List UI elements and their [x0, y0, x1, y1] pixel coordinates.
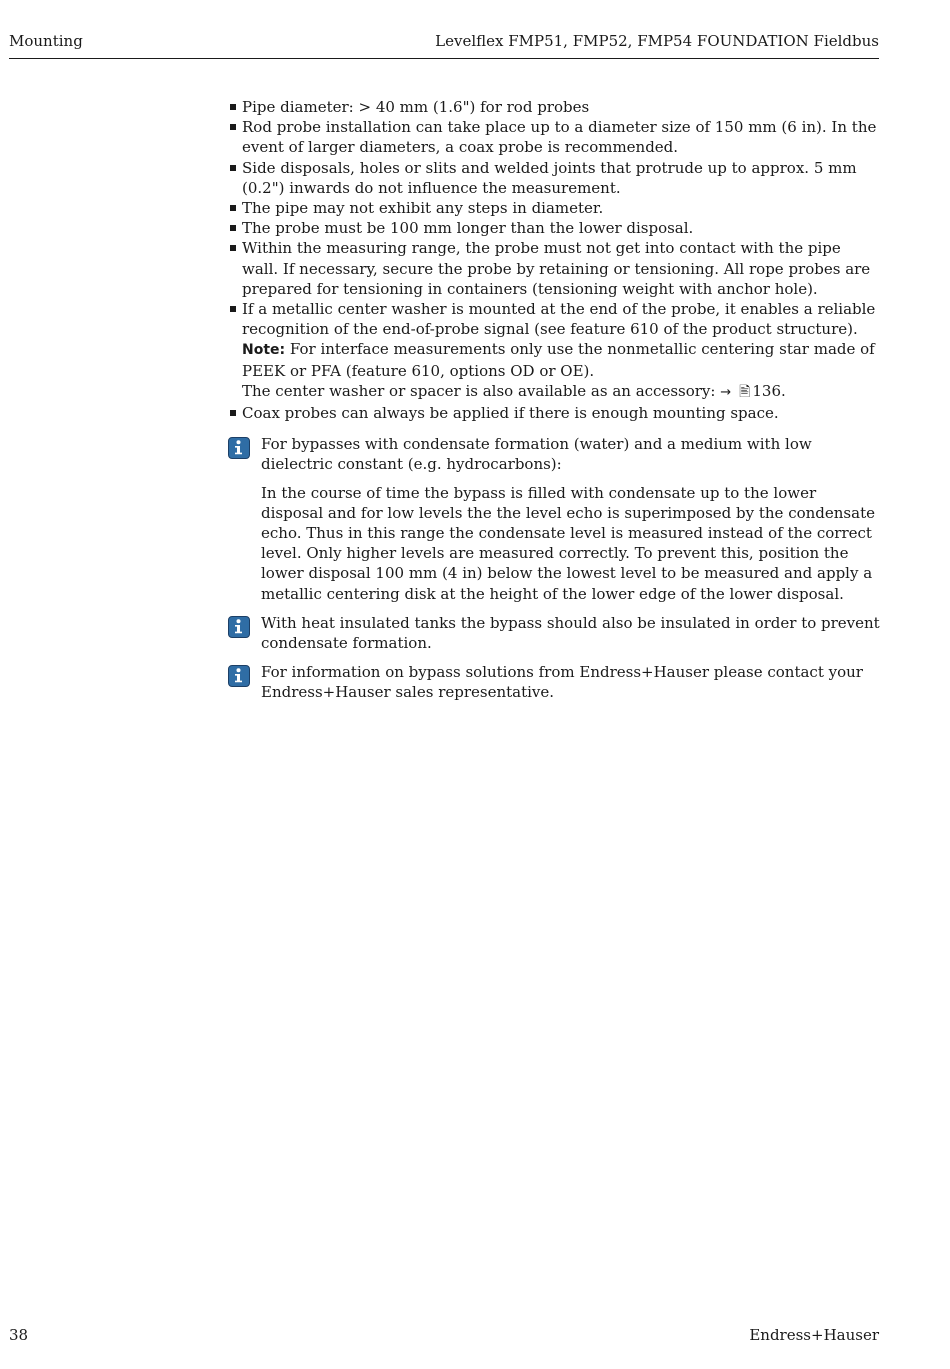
list-item: The pipe may not exhibit any steps in diameter. — [228, 198, 880, 218]
info-paragraph: In the course of time the bypass is filled with condensate up to the lower disposal and for low levels the the level echo is superimposed by the condensate echo. Thus in this range the condensate level is measured instead of the correct level. Only higher levels are measured correctly. To prevent this, position the lower disposal 100 mm (4 in) below the lowest level to be measured and apply a metallic centering disk at the height of the lower edge of the lower disposal. — [261, 483, 875, 603]
info-paragraph: For information on bypass solutions from Endress+Hauser please contact your Endress+Hauser sales representative. — [261, 663, 863, 702]
arrow-right-icon: → — [720, 384, 732, 400]
product-title: Levelflex FMP51, FMP52, FMP54 FOUNDATION Fieldbus — [435, 32, 879, 50]
page-reference-link[interactable]: 136. — [752, 381, 786, 400]
info-note — [228, 434, 880, 604]
company-name: Endress+Hauser — [749, 1326, 879, 1344]
list-item: Within the measuring range, the probe must not get into contact with the pipe wall. If necessary, secure the probe by retaining or tensioning. All rope probes are prepared for tensioning in containers (tensioning weight with anchor hole). — [228, 238, 880, 299]
bullet-icon — [230, 165, 236, 171]
bullet-icon — [230, 104, 236, 110]
list-item: Side disposals, holes or slits and welded joints that protrude up to approx. 5 mm (0.2") inwards do not influence the measurement. — [228, 158, 880, 198]
note-text: For interface measurements only use the nonmetallic centering star made of PEEK or PFA (feature 610, options OD or OE). — [242, 340, 875, 380]
bullet-icon — [230, 225, 236, 231]
section-title: Mounting — [9, 32, 83, 50]
bullet-icon — [230, 205, 236, 211]
main-content — [228, 97, 880, 703]
list-item: Coax probes can always be applied if there is enough mounting space. — [228, 403, 880, 423]
info-paragraph: For bypasses with condensate formation (water) and a medium with low dielectric constant (e.g. hydrocarbons): — [261, 435, 812, 474]
page-number: 38 — [9, 1326, 29, 1344]
bullet-icon — [230, 306, 236, 312]
requirements-list — [228, 97, 880, 423]
bullet-icon — [230, 410, 236, 416]
accessory-text: The center washer or spacer is also available as an accessory: — [242, 381, 721, 400]
info-icon — [228, 437, 250, 459]
list-item: Pipe diameter: > 40 mm (1.6") for rod probes — [228, 97, 880, 117]
bullet-icon — [230, 124, 236, 130]
info-icon — [228, 616, 250, 638]
page-reference-icon: 🖹 — [739, 383, 751, 400]
bullet-icon — [230, 245, 236, 251]
list-item: Rod probe installation can take place up to a diameter size of 150 mm (6 in). In the event of larger diameters, a coax probe is recommended. — [228, 117, 880, 157]
note-label: Note: — [242, 342, 286, 359]
info-note — [228, 662, 880, 702]
page-header — [9, 30, 879, 59]
info-paragraph: With heat insulated tanks the bypass should also be insulated in order to prevent condensate formation. — [261, 613, 880, 653]
list-item: The probe must be 100 mm longer than the lower disposal. — [228, 218, 880, 238]
info-icon — [228, 665, 250, 687]
list-item: If a metallic center washer is mounted at the end of the probe, it enables a reliable recognition of the end-of-probe signal (see feature 610 of the product structure). Note: For interface measurements only use the nonmetallic centering star made of PEEK or PFA (feature 610, options OD or OE). The center washer or spacer is also available as an accessory: → 🖹 136. — [228, 299, 880, 403]
info-note — [228, 613, 880, 653]
